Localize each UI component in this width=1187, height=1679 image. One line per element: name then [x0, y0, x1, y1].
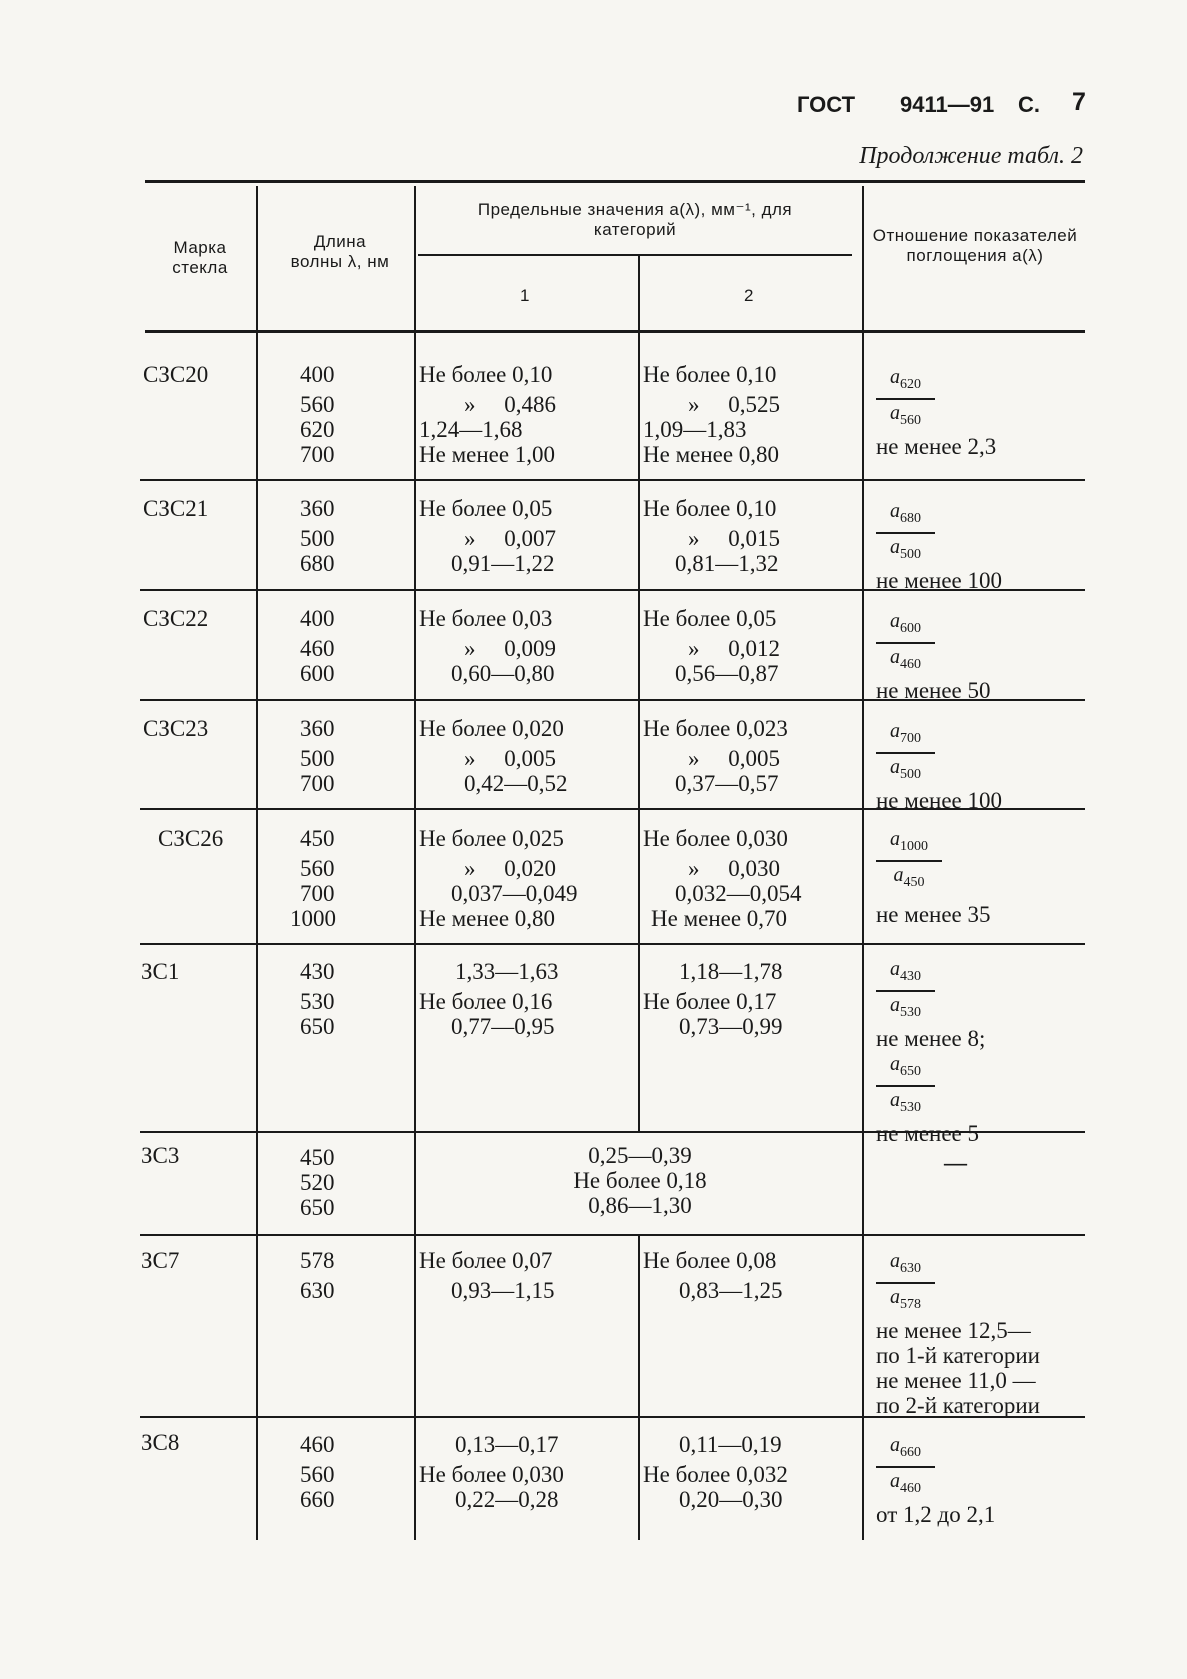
ratio-cell: [876, 364, 996, 459]
ratio-text: не менее 50: [876, 678, 991, 703]
table-top-rule: [145, 180, 1085, 183]
page-prefix: С.: [1018, 92, 1040, 117]
ratio-text: не менее 5: [876, 1121, 980, 1146]
standard-number: 9411—91: [900, 92, 995, 117]
ratio-text: не менее 2,3: [876, 434, 997, 459]
cat2-cell: Не более 0,10 » 0,015 0,81—1,32: [643, 496, 780, 576]
ratio-cell: [876, 1248, 1040, 1418]
col-divider: [638, 256, 640, 332]
merged-limits-cell: 0,25—0,39 Не более 0,18 0,86—1,30: [573, 1143, 707, 1218]
row-rule: [140, 479, 1085, 481]
table-continuation-caption: Продолжение табл. 2: [859, 143, 1083, 169]
col-divider: [638, 1234, 640, 1540]
wavelength-cell: 450 520 650: [300, 1145, 335, 1220]
header-ratio: Отношение показателей поглощения a(λ): [872, 226, 1078, 265]
col-divider: [414, 186, 416, 1540]
cat2-cell: 1,18—1,78 Не более 0,17 0,73—0,99: [643, 959, 783, 1039]
ratio-text: не менее 8;: [876, 1026, 986, 1051]
brand-cell: СЗС20: [143, 362, 209, 387]
cat1-cell: Не более 0,05 » 0,007 0,91—1,22: [419, 496, 556, 576]
cat1-cell: Не более 0,03 » 0,009 0,60—0,80: [419, 606, 556, 686]
brand-cell: ЗС7: [141, 1248, 180, 1273]
ratio-fraction: $\frac{a_{1000}}{a_{450}}$: [876, 826, 942, 896]
ratio-dash: —: [944, 1150, 967, 1175]
brand-cell: ЗС1: [141, 959, 180, 984]
ratio-cell: [876, 498, 1002, 593]
ratio-cell: [876, 718, 1002, 813]
head-bottom-rule: [145, 330, 1085, 333]
page-number: 7: [1072, 88, 1086, 116]
cat2-cell: Не более 0,023 » 0,005 0,37—0,57: [643, 716, 788, 796]
cat1-cell: Не более 0,020 » 0,005 0,42—0,52: [419, 716, 568, 796]
wavelength-cell: 460 560 660: [300, 1432, 335, 1512]
cat2-cell: Не более 0,08 0,83—1,25: [643, 1248, 783, 1303]
doc-code: ГОСТ: [797, 92, 856, 117]
brand-cell: ЗС8: [141, 1430, 180, 1455]
ratio-fraction: $\frac{a_{650}}{a_{530}}$: [876, 1051, 935, 1121]
brand-cell: ЗС3: [141, 1143, 180, 1168]
cat1-cell: 1,33—1,63 Не более 0,16 0,77—0,95: [419, 959, 559, 1039]
wavelength-cell: 400 560 620 700: [300, 362, 335, 467]
ratio-text: не менее 100: [876, 788, 1003, 813]
wavelength-cell: 450 560 700 1000: [290, 826, 336, 931]
header-wavelength: Длина волны λ, нм: [290, 232, 390, 271]
cat1-cell: Не более 0,07 0,93—1,15: [419, 1248, 555, 1303]
ratio-fraction: $\frac{a_{600}}{a_{460}}$: [876, 608, 935, 678]
header-cat1: 1: [520, 286, 530, 305]
cat1-cell: 0,13—0,17 Не более 0,030 0,22—0,28: [419, 1432, 564, 1512]
ratio-fraction: $\frac{a_{700}}{a_{500}}$: [876, 718, 935, 788]
ratio-text: не менее 35: [876, 902, 991, 927]
ratio-cell: [876, 956, 985, 1146]
wavelength-cell: 360 500 700: [300, 716, 335, 796]
col-divider: [638, 332, 640, 1131]
cat1-cell: Не более 0,025 » 0,020 0,037—0,049 Не менее 0,80: [419, 826, 578, 931]
col-divider: [256, 186, 258, 1540]
wavelength-cell: 430 530 650: [300, 959, 335, 1039]
ratio-fraction: $\frac{a_{660}}{a_{460}}$: [876, 1432, 935, 1502]
wavelength-cell: 578 630: [300, 1248, 335, 1303]
ratio-fraction: $\frac{a_{620}}{a_{560}}$: [876, 364, 935, 434]
col-divider: [862, 186, 864, 1540]
ratio-text: не менее 100: [876, 568, 1003, 593]
ratio-text: не менее 12,5— по 1-й категории не менее 11,0 — по 2-й категории: [876, 1318, 1040, 1418]
ratio-cell: [876, 608, 991, 703]
header-brand: Марка стекла: [172, 238, 228, 277]
cat2-cell: Не более 0,10 » 0,525 1,09—1,83 Не менее 0,80: [643, 362, 780, 467]
wavelength-cell: 360 500 680: [300, 496, 335, 576]
wavelength-cell: 400 460 600: [300, 606, 335, 686]
cat2-cell: 0,11—0,19 Не более 0,032 0,20—0,30: [643, 1432, 788, 1512]
brand-cell: СЗС26: [158, 826, 224, 851]
head-subrule: [418, 254, 852, 256]
header-cat2: 2: [744, 286, 754, 305]
row-rule: [140, 943, 1085, 945]
header-limits: Предельные значения a(λ), мм⁻¹, для категорий: [477, 200, 793, 239]
row-rule: [140, 1234, 1085, 1236]
brand-cell: СЗС21: [143, 496, 209, 521]
ratio-fraction: $\frac{a_{430}}{a_{530}}$: [876, 956, 935, 1026]
ratio-fraction: $\frac{a_{680}}{a_{500}}$: [876, 498, 935, 568]
ratio-text: от 1,2 до 2,1: [876, 1502, 996, 1527]
cat2-cell: Не более 0,05 » 0,012 0,56—0,87: [643, 606, 780, 686]
brand-cell: СЗС22: [143, 606, 209, 631]
ratio-cell: [876, 1432, 995, 1527]
brand-cell: СЗС23: [143, 716, 209, 741]
cat1-cell: Не более 0,10 » 0,486 1,24—1,68 Не менее 1,00: [419, 362, 556, 467]
ratio-fraction: $\frac{a_{630}}{a_{578}}$: [876, 1248, 935, 1318]
cat2-cell: Не более 0,030 » 0,030 0,032—0,054 Не менее 0,70: [643, 826, 802, 931]
ratio-cell: [876, 826, 991, 927]
